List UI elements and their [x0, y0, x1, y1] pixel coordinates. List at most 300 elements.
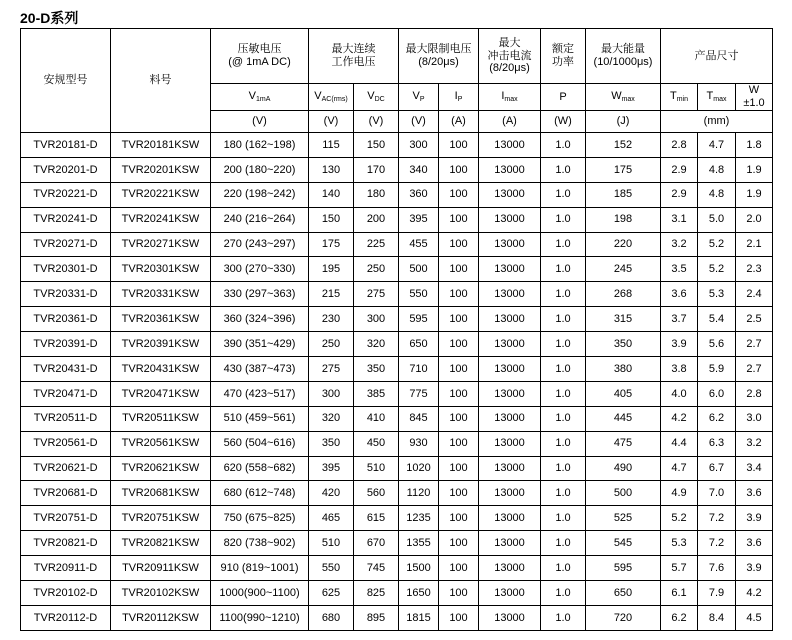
cell-model: TVR20681-D	[21, 481, 111, 506]
cell-vac: 395	[309, 456, 354, 481]
cell-vac: 230	[309, 307, 354, 332]
cell-width: 3.2	[736, 431, 773, 456]
cell-ip: 100	[439, 357, 479, 382]
cell-vac: 115	[309, 133, 354, 158]
cell-wmax: 268	[586, 282, 661, 307]
cell-model: TVR20751-D	[21, 506, 111, 531]
cell-vp: 1650	[399, 581, 439, 606]
cell-tmin: 2.8	[661, 133, 698, 158]
cell-tmin: 4.2	[661, 406, 698, 431]
cell-wmax: 545	[586, 531, 661, 556]
cell-power: 1.0	[541, 531, 586, 556]
cell-varistor-voltage: 620 (558~682)	[211, 456, 309, 481]
unit-dimensions: (mm)	[661, 111, 773, 133]
cell-imax: 13000	[479, 232, 541, 257]
cell-vdc: 350	[354, 357, 399, 382]
cell-vdc: 895	[354, 605, 399, 630]
cell-wmax: 490	[586, 456, 661, 481]
cell-tmax: 5.2	[698, 232, 736, 257]
cell-vp: 775	[399, 381, 439, 406]
cell-imax: 13000	[479, 456, 541, 481]
cell-tmin: 6.2	[661, 605, 698, 630]
cell-ip: 100	[439, 431, 479, 456]
cell-tmin: 3.7	[661, 307, 698, 332]
cell-vdc: 250	[354, 257, 399, 282]
cell-part-number: TVR20391KSW	[111, 332, 211, 357]
cell-power: 1.0	[541, 332, 586, 357]
cell-vp: 1500	[399, 556, 439, 581]
cell-power: 1.0	[541, 456, 586, 481]
cell-varistor-voltage: 430 (387~473)	[211, 357, 309, 382]
header-max-energy-cond: (10/1000μs)	[593, 56, 653, 68]
cell-vac: 300	[309, 381, 354, 406]
header-max-energy-label: 最大能量	[601, 43, 645, 56]
cell-part-number: TVR20112KSW	[111, 605, 211, 630]
cell-part-number: TVR20511KSW	[111, 406, 211, 431]
cell-vp: 550	[399, 282, 439, 307]
header-max-energy	[586, 29, 661, 84]
table-row	[21, 282, 773, 307]
cell-imax: 13000	[479, 556, 541, 581]
cell-vp: 930	[399, 431, 439, 456]
cell-tmax: 7.2	[698, 506, 736, 531]
header-max-clamp-cond: (8/20μs)	[418, 56, 459, 68]
cell-vdc: 225	[354, 232, 399, 257]
cell-power: 1.0	[541, 431, 586, 456]
cell-imax: 13000	[479, 332, 541, 357]
cell-model: TVR20181-D	[21, 133, 111, 158]
cell-tmax: 4.8	[698, 157, 736, 182]
cell-wmax: 595	[586, 556, 661, 581]
table-body	[21, 133, 773, 631]
cell-power: 1.0	[541, 182, 586, 207]
cell-wmax: 152	[586, 133, 661, 158]
cell-vac: 625	[309, 581, 354, 606]
cell-vac: 195	[309, 257, 354, 282]
symbol-v1ma: $V_{1mA}$	[211, 84, 309, 111]
cell-varistor-voltage: 240 (216~264)	[211, 207, 309, 232]
cell-vac: 140	[309, 182, 354, 207]
header-varistor-voltage-label: 压敏电压	[237, 43, 282, 56]
cell-width: 3.6	[736, 531, 773, 556]
cell-width: 3.9	[736, 556, 773, 581]
symbol-tmin: $T_{min}$	[661, 84, 698, 111]
cell-vdc: 825	[354, 581, 399, 606]
cell-vac: 150	[309, 207, 354, 232]
cell-varistor-voltage: 270 (243~297)	[211, 232, 309, 257]
cell-vp: 1815	[399, 605, 439, 630]
cell-model: TVR20102-D	[21, 581, 111, 606]
cell-tmax: 5.9	[698, 357, 736, 382]
cell-ip: 100	[439, 157, 479, 182]
cell-model: TVR20621-D	[21, 456, 111, 481]
cell-width: 2.7	[736, 357, 773, 382]
symbol-vdc: $V_{DC}$	[354, 84, 399, 111]
table-row	[21, 605, 773, 630]
cell-width: 3.9	[736, 506, 773, 531]
unit-vdc: (V)	[354, 111, 399, 133]
header-dimensions-label: 产品尺寸	[694, 49, 739, 62]
cell-width: 2.4	[736, 282, 773, 307]
cell-wmax: 185	[586, 182, 661, 207]
cell-tmin: 4.4	[661, 431, 698, 456]
cell-vdc: 385	[354, 381, 399, 406]
cell-ip: 100	[439, 506, 479, 531]
cell-imax: 13000	[479, 207, 541, 232]
cell-imax: 13000	[479, 282, 541, 307]
cell-varistor-voltage: 470 (423~517)	[211, 381, 309, 406]
cell-vdc: 150	[354, 133, 399, 158]
symbol-imax: $I_{max}$	[479, 84, 541, 111]
cell-varistor-voltage: 910 (819~1001)	[211, 556, 309, 581]
cell-part-number: TVR20181KSW	[111, 133, 211, 158]
cell-power: 1.0	[541, 605, 586, 630]
cell-vdc: 560	[354, 481, 399, 506]
symbol-wmax: $W_{max}$	[586, 84, 661, 111]
table-row	[21, 157, 773, 182]
cell-power: 1.0	[541, 157, 586, 182]
cell-part-number: TVR20201KSW	[111, 157, 211, 182]
cell-model: TVR20911-D	[21, 556, 111, 581]
cell-part-number: TVR20301KSW	[111, 257, 211, 282]
cell-vdc: 200	[354, 207, 399, 232]
header-model-label: 安规型号	[43, 74, 88, 87]
cell-imax: 13000	[479, 481, 541, 506]
cell-width: 3.6	[736, 481, 773, 506]
cell-vdc: 180	[354, 182, 399, 207]
cell-vac: 550	[309, 556, 354, 581]
cell-part-number: TVR20241KSW	[111, 207, 211, 232]
cell-ip: 100	[439, 282, 479, 307]
cell-model: TVR20511-D	[21, 406, 111, 431]
cell-vp: 845	[399, 406, 439, 431]
cell-vdc: 275	[354, 282, 399, 307]
cell-varistor-voltage: 390 (351~429)	[211, 332, 309, 357]
cell-wmax: 198	[586, 207, 661, 232]
cell-width: 3.0	[736, 406, 773, 431]
spec-table	[20, 28, 773, 631]
table-row	[21, 357, 773, 382]
cell-ip: 100	[439, 456, 479, 481]
cell-tmax: 4.7	[698, 133, 736, 158]
table-row	[21, 456, 773, 481]
cell-width: 2.8	[736, 381, 773, 406]
cell-vac: 320	[309, 406, 354, 431]
header-max-surge-cond: (8/20μs)	[489, 62, 530, 75]
cell-model: TVR20431-D	[21, 357, 111, 382]
header-max-clamp-label: 最大限制电压	[405, 43, 472, 56]
cell-part-number: TVR20561KSW	[111, 431, 211, 456]
cell-wmax: 525	[586, 506, 661, 531]
cell-vp: 710	[399, 357, 439, 382]
cell-tmax: 6.0	[698, 381, 736, 406]
cell-varistor-voltage: 1100(990~1210)	[211, 605, 309, 630]
cell-ip: 100	[439, 257, 479, 282]
cell-imax: 13000	[479, 506, 541, 531]
header-rated-power-line2: 功率	[552, 56, 574, 68]
header-max-clamp-voltage	[399, 29, 479, 84]
cell-part-number: TVR20361KSW	[111, 307, 211, 332]
cell-tmin: 3.6	[661, 282, 698, 307]
cell-tmax: 7.9	[698, 581, 736, 606]
cell-wmax: 405	[586, 381, 661, 406]
header-varistor-voltage-cond: (@ 1mA DC)	[228, 56, 291, 68]
cell-imax: 13000	[479, 307, 541, 332]
cell-imax: 13000	[479, 381, 541, 406]
cell-vac: 130	[309, 157, 354, 182]
cell-ip: 100	[439, 605, 479, 630]
cell-vdc: 745	[354, 556, 399, 581]
cell-ip: 100	[439, 481, 479, 506]
cell-vac: 250	[309, 332, 354, 357]
cell-vp: 395	[399, 207, 439, 232]
section-title: 20-D系列	[20, 10, 79, 26]
cell-imax: 13000	[479, 257, 541, 282]
cell-power: 1.0	[541, 506, 586, 531]
cell-tmax: 5.4	[698, 307, 736, 332]
header-dimensions	[661, 29, 773, 84]
cell-power: 1.0	[541, 406, 586, 431]
cell-part-number: TVR20681KSW	[111, 481, 211, 506]
cell-model: TVR20241-D	[21, 207, 111, 232]
header-model	[21, 29, 111, 133]
cell-model: TVR20361-D	[21, 307, 111, 332]
symbol-p: P	[541, 84, 586, 111]
cell-width: 4.5	[736, 605, 773, 630]
cell-width: 2.0	[736, 207, 773, 232]
table-row	[21, 182, 773, 207]
header-max-continuous-voltage	[309, 29, 399, 84]
cell-vp: 340	[399, 157, 439, 182]
cell-width: 2.7	[736, 332, 773, 357]
cell-ip: 100	[439, 406, 479, 431]
header-varistor-voltage	[211, 29, 309, 84]
unit-ip: (A)	[439, 111, 479, 133]
cell-part-number: TVR20102KSW	[111, 581, 211, 606]
cell-width: 1.8	[736, 133, 773, 158]
cell-ip: 100	[439, 133, 479, 158]
cell-part-number: TVR20431KSW	[111, 357, 211, 382]
cell-vp: 650	[399, 332, 439, 357]
cell-tmax: 5.0	[698, 207, 736, 232]
unit-imax: (A)	[479, 111, 541, 133]
cell-vp: 1120	[399, 481, 439, 506]
cell-tmax: 6.7	[698, 456, 736, 481]
cell-width: 4.2	[736, 581, 773, 606]
cell-wmax: 380	[586, 357, 661, 382]
cell-varistor-voltage: 820 (738~902)	[211, 531, 309, 556]
cell-vac: 465	[309, 506, 354, 531]
cell-part-number: TVR20471KSW	[111, 381, 211, 406]
cell-tmin: 4.9	[661, 481, 698, 506]
cell-vdc: 670	[354, 531, 399, 556]
cell-tmax: 8.4	[698, 605, 736, 630]
cell-wmax: 220	[586, 232, 661, 257]
table-row	[21, 207, 773, 232]
header-max-surge-current	[479, 29, 541, 84]
cell-varistor-voltage: 300 (270~330)	[211, 257, 309, 282]
cell-power: 1.0	[541, 481, 586, 506]
table-row	[21, 556, 773, 581]
cell-ip: 100	[439, 182, 479, 207]
header-max-surge-line2: 冲击电流	[487, 49, 532, 62]
header-rated-power-line1: 额定	[552, 43, 574, 56]
cell-part-number: TVR20331KSW	[111, 282, 211, 307]
cell-tmin: 3.8	[661, 357, 698, 382]
cell-vac: 420	[309, 481, 354, 506]
cell-imax: 13000	[479, 406, 541, 431]
cell-wmax: 350	[586, 332, 661, 357]
table-row	[21, 232, 773, 257]
cell-width: 2.5	[736, 307, 773, 332]
header-rated-power	[541, 29, 586, 84]
cell-vdc: 510	[354, 456, 399, 481]
cell-wmax: 315	[586, 307, 661, 332]
symbol-width: W ±1.0	[736, 84, 773, 111]
cell-imax: 13000	[479, 357, 541, 382]
cell-tmax: 5.6	[698, 332, 736, 357]
cell-ip: 100	[439, 307, 479, 332]
cell-varistor-voltage: 750 (675~825)	[211, 506, 309, 531]
cell-vdc: 170	[354, 157, 399, 182]
cell-model: TVR20821-D	[21, 531, 111, 556]
cell-power: 1.0	[541, 282, 586, 307]
cell-vp: 1020	[399, 456, 439, 481]
cell-model: TVR20391-D	[21, 332, 111, 357]
cell-tmin: 3.9	[661, 332, 698, 357]
cell-imax: 13000	[479, 182, 541, 207]
cell-width: 2.1	[736, 232, 773, 257]
cell-model: TVR20221-D	[21, 182, 111, 207]
cell-ip: 100	[439, 332, 479, 357]
cell-vdc: 300	[354, 307, 399, 332]
cell-width: 3.4	[736, 456, 773, 481]
cell-tmax: 6.2	[698, 406, 736, 431]
cell-part-number: TVR20621KSW	[111, 456, 211, 481]
table-row	[21, 307, 773, 332]
cell-wmax: 475	[586, 431, 661, 456]
cell-tmax: 7.6	[698, 556, 736, 581]
cell-power: 1.0	[541, 207, 586, 232]
cell-wmax: 500	[586, 481, 661, 506]
cell-tmin: 6.1	[661, 581, 698, 606]
cell-ip: 100	[439, 381, 479, 406]
unit-vac: (V)	[309, 111, 354, 133]
unit-wmax: (J)	[586, 111, 661, 133]
cell-varistor-voltage: 200 (180~220)	[211, 157, 309, 182]
cell-tmin: 2.9	[661, 157, 698, 182]
cell-part-number: TVR20221KSW	[111, 182, 211, 207]
cell-imax: 13000	[479, 431, 541, 456]
table-row	[21, 531, 773, 556]
table-row	[21, 581, 773, 606]
cell-vp: 595	[399, 307, 439, 332]
cell-power: 1.0	[541, 357, 586, 382]
cell-power: 1.0	[541, 232, 586, 257]
cell-model: TVR20201-D	[21, 157, 111, 182]
cell-width: 1.9	[736, 182, 773, 207]
cell-wmax: 175	[586, 157, 661, 182]
cell-tmin: 3.1	[661, 207, 698, 232]
cell-vp: 500	[399, 257, 439, 282]
cell-varistor-voltage: 510 (459~561)	[211, 406, 309, 431]
table-row	[21, 481, 773, 506]
cell-model: TVR20301-D	[21, 257, 111, 282]
cell-power: 1.0	[541, 307, 586, 332]
cell-vp: 360	[399, 182, 439, 207]
cell-model: TVR20271-D	[21, 232, 111, 257]
cell-varistor-voltage: 180 (162~198)	[211, 133, 309, 158]
cell-power: 1.0	[541, 257, 586, 282]
cell-tmin: 3.2	[661, 232, 698, 257]
cell-tmin: 4.7	[661, 456, 698, 481]
header-part-label: 料号	[149, 74, 172, 87]
header-max-cont-line1: 最大连续	[331, 43, 376, 56]
cell-tmin: 5.7	[661, 556, 698, 581]
cell-imax: 13000	[479, 605, 541, 630]
cell-wmax: 245	[586, 257, 661, 282]
cell-vdc: 410	[354, 406, 399, 431]
symbol-vac: $V_{AC(rms)}$	[309, 84, 354, 111]
table-row	[21, 257, 773, 282]
cell-wmax: 720	[586, 605, 661, 630]
cell-tmax: 7.2	[698, 531, 736, 556]
cell-tmin: 5.2	[661, 506, 698, 531]
cell-part-number: TVR20751KSW	[111, 506, 211, 531]
cell-wmax: 650	[586, 581, 661, 606]
cell-vdc: 320	[354, 332, 399, 357]
header-max-cont-line2: 工作电压	[331, 56, 376, 68]
cell-model: TVR20561-D	[21, 431, 111, 456]
cell-imax: 13000	[479, 581, 541, 606]
cell-tmax: 5.2	[698, 257, 736, 282]
table-row	[21, 381, 773, 406]
cell-vdc: 615	[354, 506, 399, 531]
table-row	[21, 332, 773, 357]
cell-width: 1.9	[736, 157, 773, 182]
cell-tmax: 5.3	[698, 282, 736, 307]
cell-vac: 215	[309, 282, 354, 307]
symbol-vp: $V_P$	[399, 84, 439, 111]
cell-imax: 13000	[479, 157, 541, 182]
cell-part-number: TVR20821KSW	[111, 531, 211, 556]
cell-ip: 100	[439, 207, 479, 232]
cell-tmin: 2.9	[661, 182, 698, 207]
cell-varistor-voltage: 360 (324~396)	[211, 307, 309, 332]
cell-ip: 100	[439, 531, 479, 556]
cell-varistor-voltage: 220 (198~242)	[211, 182, 309, 207]
cell-vdc: 450	[354, 431, 399, 456]
cell-vp: 1235	[399, 506, 439, 531]
cell-tmax: 6.3	[698, 431, 736, 456]
cell-varistor-voltage: 680 (612~748)	[211, 481, 309, 506]
cell-model: TVR20112-D	[21, 605, 111, 630]
header-part-number	[111, 29, 211, 133]
cell-vac: 175	[309, 232, 354, 257]
cell-ip: 100	[439, 556, 479, 581]
cell-ip: 100	[439, 232, 479, 257]
cell-imax: 13000	[479, 133, 541, 158]
cell-power: 1.0	[541, 581, 586, 606]
cell-part-number: TVR20911KSW	[111, 556, 211, 581]
cell-vp: 455	[399, 232, 439, 257]
unit-vp: (V)	[399, 111, 439, 133]
cell-tmin: 3.5	[661, 257, 698, 282]
symbol-tmax: $T_{max}$	[698, 84, 736, 111]
cell-model: TVR20471-D	[21, 381, 111, 406]
cell-varistor-voltage: 1000(900~1100)	[211, 581, 309, 606]
cell-varistor-voltage: 560 (504~616)	[211, 431, 309, 456]
